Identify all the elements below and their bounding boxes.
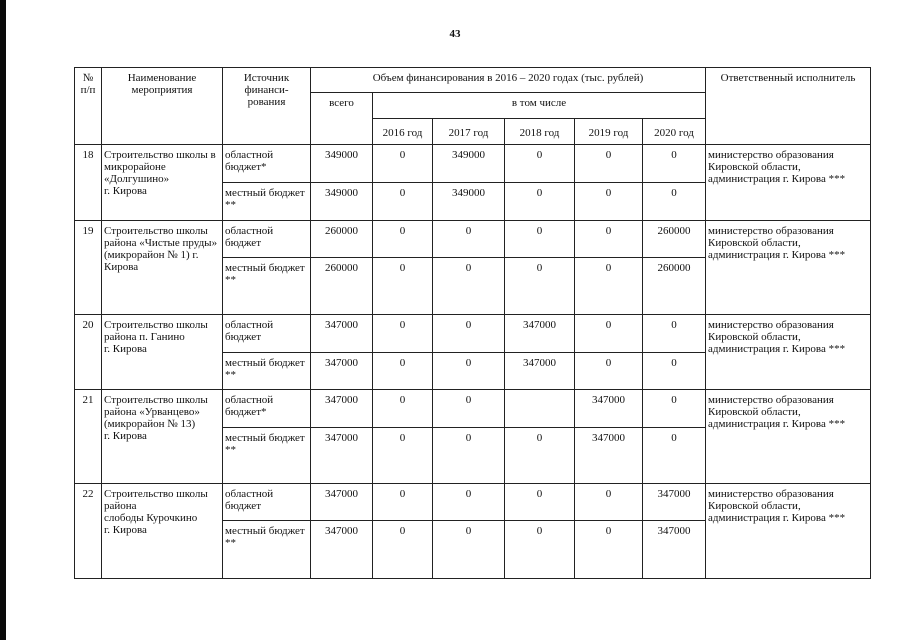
cell-total: 260000 <box>311 258 373 315</box>
table-row <box>75 484 871 521</box>
header-year-2018: 2018 год <box>505 119 575 145</box>
row-source: областной бюджет <box>223 484 311 521</box>
cell-2019: 347000 <box>575 428 643 484</box>
cell-2019: 0 <box>575 145 643 183</box>
page-number: 43 <box>449 28 461 40</box>
row-source: местный бюджет ** <box>223 183 311 221</box>
row-responsible: министерство образования Кировской области, администрация г. Кирова *** <box>706 484 871 579</box>
cell-total: 347000 <box>311 428 373 484</box>
header-responsible: Ответственный исполнитель <box>706 68 871 145</box>
row-number: 21 <box>75 390 102 484</box>
header-source: Источник финанси- рования <box>223 68 311 145</box>
cell-2017: 0 <box>433 221 505 258</box>
cell-2017: 0 <box>433 258 505 315</box>
header-year-2017: 2017 год <box>433 119 505 145</box>
cell-2017: 0 <box>433 315 505 353</box>
cell-2018: 0 <box>505 428 575 484</box>
row-name: Строительство школы района слободы Курочкино г. Кирова <box>102 484 223 579</box>
header-year-2020: 2020 год <box>643 119 706 145</box>
cell-2020: 0 <box>643 145 706 183</box>
cell-2019: 0 <box>575 521 643 579</box>
row-source: областной бюджет <box>223 315 311 353</box>
row-name: Строительство школы района «Чистые пруды» (микрорайон № 1) г. Кирова <box>102 221 223 315</box>
row-number: 20 <box>75 315 102 390</box>
row-responsible: министерство образования Кировской области, администрация г. Кирова *** <box>706 221 871 315</box>
cell-2018: 0 <box>505 221 575 258</box>
cell-2016: 0 <box>373 521 433 579</box>
cell-total: 347000 <box>311 315 373 353</box>
cell-2019: 0 <box>575 221 643 258</box>
cell-2018: 347000 <box>505 353 575 390</box>
cell-2018: 0 <box>505 183 575 221</box>
cell-2017: 349000 <box>433 145 505 183</box>
row-number: 22 <box>75 484 102 579</box>
row-source: местный бюджет ** <box>223 258 311 315</box>
row-number: 19 <box>75 221 102 315</box>
cell-2017: 0 <box>433 521 505 579</box>
cell-2018: 0 <box>505 145 575 183</box>
header-number: № п/п <box>75 68 102 145</box>
cell-2017: 0 <box>433 390 505 428</box>
cell-2018: 347000 <box>505 315 575 353</box>
cell-2020: 0 <box>643 315 706 353</box>
cell-total: 349000 <box>311 145 373 183</box>
table-row <box>75 221 871 258</box>
row-source: областной бюджет* <box>223 390 311 428</box>
header-name: Наименование мероприятия <box>102 68 223 145</box>
cell-2016: 0 <box>373 221 433 258</box>
cell-2016: 0 <box>373 183 433 221</box>
cell-2019: 0 <box>575 353 643 390</box>
row-source: местный бюджет ** <box>223 521 311 579</box>
table-row <box>75 145 871 183</box>
row-name: Строительство школы в микрорайоне «Долгушино» г. Кирова <box>102 145 223 221</box>
header-including: в том числе <box>373 93 706 119</box>
header-year-2016: 2016 год <box>373 119 433 145</box>
table-row <box>75 315 871 353</box>
cell-total: 347000 <box>311 521 373 579</box>
cell-2016: 0 <box>373 145 433 183</box>
cell-2020: 0 <box>643 428 706 484</box>
cell-2016: 0 <box>373 428 433 484</box>
header-total: всего <box>311 93 373 145</box>
cell-2017: 0 <box>433 484 505 521</box>
cell-total: 347000 <box>311 484 373 521</box>
row-responsible: министерство образования Кировской области, администрация г. Кирова *** <box>706 315 871 390</box>
cell-2016: 0 <box>373 390 433 428</box>
cell-2016: 0 <box>373 315 433 353</box>
cell-total: 260000 <box>311 221 373 258</box>
cell-2020: 347000 <box>643 521 706 579</box>
cell-2018: 0 <box>505 258 575 315</box>
cell-2017: 349000 <box>433 183 505 221</box>
cell-2016: 0 <box>373 484 433 521</box>
row-source: местный бюджет ** <box>223 428 311 484</box>
row-name: Строительство школы района п. Ганино г. Кирова <box>102 315 223 390</box>
cell-2020: 0 <box>643 353 706 390</box>
cell-2019: 0 <box>575 484 643 521</box>
cell-total: 347000 <box>311 390 373 428</box>
cell-2019: 0 <box>575 315 643 353</box>
cell-2018: 0 <box>505 521 575 579</box>
row-responsible: министерство образования Кировской области, администрация г. Кирова *** <box>706 390 871 484</box>
cell-2018 <box>505 390 575 428</box>
row-source: областной бюджет* <box>223 145 311 183</box>
cell-2016: 0 <box>373 258 433 315</box>
cell-2017: 0 <box>433 428 505 484</box>
cell-2020: 347000 <box>643 484 706 521</box>
row-source: местный бюджет ** <box>223 353 311 390</box>
table-row <box>75 390 871 428</box>
row-name: Строительство школы района «Урванцево» (микрорайон № 13) г. Кирова <box>102 390 223 484</box>
scan-edge <box>0 0 6 640</box>
row-source: областной бюджет <box>223 221 311 258</box>
cell-total: 349000 <box>311 183 373 221</box>
header-volume: Объем финансирования в 2016 – 2020 годах (тыс. рублей) <box>311 68 706 93</box>
cell-2018: 0 <box>505 484 575 521</box>
financing-table <box>74 67 871 579</box>
cell-2019: 0 <box>575 183 643 221</box>
header-year-2019: 2019 год <box>575 119 643 145</box>
cell-2016: 0 <box>373 353 433 390</box>
cell-total: 347000 <box>311 353 373 390</box>
cell-2019: 0 <box>575 258 643 315</box>
cell-2020: 260000 <box>643 221 706 258</box>
cell-2019: 347000 <box>575 390 643 428</box>
cell-2017: 0 <box>433 353 505 390</box>
cell-2020: 0 <box>643 390 706 428</box>
cell-2020: 0 <box>643 183 706 221</box>
cell-2020: 260000 <box>643 258 706 315</box>
row-responsible: министерство образования Кировской области, администрация г. Кирова *** <box>706 145 871 221</box>
row-number: 18 <box>75 145 102 221</box>
